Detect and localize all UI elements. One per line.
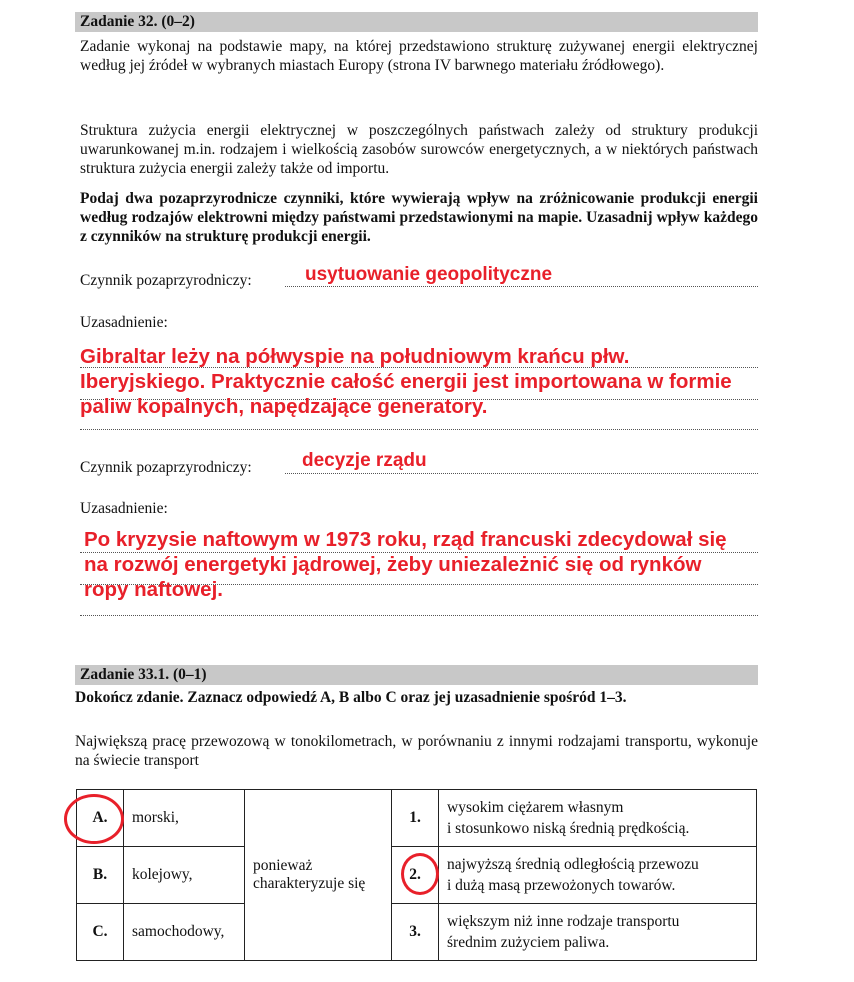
reason-1-number-text: 1. bbox=[409, 809, 421, 826]
task32-intro: Zadanie wykonaj na podstawie mapy, na której przedstawiono strukturę zużywanej energii elektrycznej według jej źródeł w wybranych miastach Europy (strona IV barwnego materiału źródłowego). bbox=[80, 38, 758, 74]
reason-1-text[interactable] bbox=[439, 790, 757, 847]
justification2-answer bbox=[84, 527, 784, 602]
factor1-answer: usytuowanie geopolityczne bbox=[305, 264, 553, 285]
task32-instruction: Podaj dwa pozaprzyrodnicze czynniki, które wywierają wpływ na zróżnicowanie produkcji energii według rodzajów elektrowni między państwami przedstawionymi na mapie. Uzasadnij wpływ każdego z czynników na strukturę produkcji energii. bbox=[80, 190, 758, 245]
reason-2-number-text: 2. bbox=[409, 866, 421, 883]
task32-header: Zadanie 32. (0–2) bbox=[80, 13, 195, 30]
reason-2-text[interactable] bbox=[439, 847, 757, 904]
selected-reason-circle bbox=[401, 853, 439, 895]
justification1-answer-line: Iberyjskiego. Praktycznie całość energii jest importowana w formie bbox=[80, 370, 732, 393]
factor2-label: Czynnik pozaprzyrodniczy: bbox=[80, 459, 252, 476]
table-row bbox=[77, 790, 757, 847]
reason-3-number[interactable] bbox=[392, 904, 439, 961]
task33-header-bar bbox=[75, 665, 758, 685]
justification1-line3 bbox=[80, 429, 758, 430]
justification2-label: Uzasadnienie: bbox=[80, 500, 168, 517]
task33-instruction: Dokończ zdanie. Zaznacz odpowiedź A, B albo C oraz jej uzasadnienie spośród 1–3. bbox=[75, 689, 627, 706]
option-c-text[interactable]: samochodowy, bbox=[124, 904, 245, 961]
justification2-answer-line: Po kryzysie naftowym w 1973 roku, rząd francuski zdecydował się bbox=[84, 528, 727, 551]
justification2-answer-line: ropy naftowej. bbox=[84, 578, 223, 601]
connector-cell: ponieważ charakteryzuje się bbox=[245, 790, 392, 961]
selected-option-circle bbox=[64, 794, 124, 844]
reason-1-number[interactable] bbox=[392, 790, 439, 847]
reason-1-line2: i stosunkowo niską średnią prędkością. bbox=[447, 820, 690, 837]
option-c-letter[interactable]: C. bbox=[77, 904, 124, 961]
option-a-letter[interactable]: A. bbox=[77, 790, 124, 847]
option-a-text[interactable]: morski, bbox=[124, 790, 245, 847]
reason-3-line1: większym niż inne rodzaje transportu bbox=[447, 913, 680, 930]
option-b-letter[interactable]: B. bbox=[77, 847, 124, 904]
reason-1-line1: wysokim ciężarem własnym bbox=[447, 799, 624, 816]
justification2-answer-line: na rozwój energetyki jądrowej, żeby uniezależnić się od rynków bbox=[84, 553, 702, 576]
reason-2-line2: i dużą masą przewożonych towarów. bbox=[447, 877, 676, 894]
reason-2-line1: najwyższą średnią odległością przewozu bbox=[447, 856, 699, 873]
justification1-answer-line: paliw kopalnych, napędzające generatory. bbox=[80, 395, 488, 418]
factor1-line bbox=[285, 286, 758, 287]
option-b-text[interactable]: kolejowy, bbox=[124, 847, 245, 904]
justification1-label: Uzasadnienie: bbox=[80, 314, 168, 331]
factor1-label: Czynnik pozaprzyrodniczy: bbox=[80, 272, 252, 289]
task32-context: Struktura zużycia energii elektrycznej w poszczególnych państwach zależy od struktury produkcji uwarunkowanej m.in. rodzajem i wielkością zasobów surowców energetycznych, a w niektórych państwach struktura zużycia energii zależy także od importu. bbox=[80, 122, 758, 177]
reason-3-text[interactable] bbox=[439, 904, 757, 961]
justification2-line3 bbox=[80, 615, 758, 616]
reason-3-line2: średnim zużyciem paliwa. bbox=[447, 934, 610, 951]
justification1-answer bbox=[80, 344, 780, 419]
factor2-answer: decyzje rządu bbox=[302, 450, 427, 471]
task33-stem: Największą pracę przewozową w tonokilometrach, w porównaniu z innymi rodzajami transportu, wykonuje na świecie transport bbox=[75, 733, 758, 769]
justification1-answer-line: Gibraltar leży na półwyspie na południowym krańcu płw. bbox=[80, 345, 630, 368]
table-row bbox=[77, 904, 757, 961]
factor2-line bbox=[285, 473, 758, 474]
reason-3-number-text: 3. bbox=[409, 923, 421, 940]
task32-header-bar bbox=[75, 12, 758, 32]
task33-header: Zadanie 33.1. (0–1) bbox=[80, 666, 207, 683]
